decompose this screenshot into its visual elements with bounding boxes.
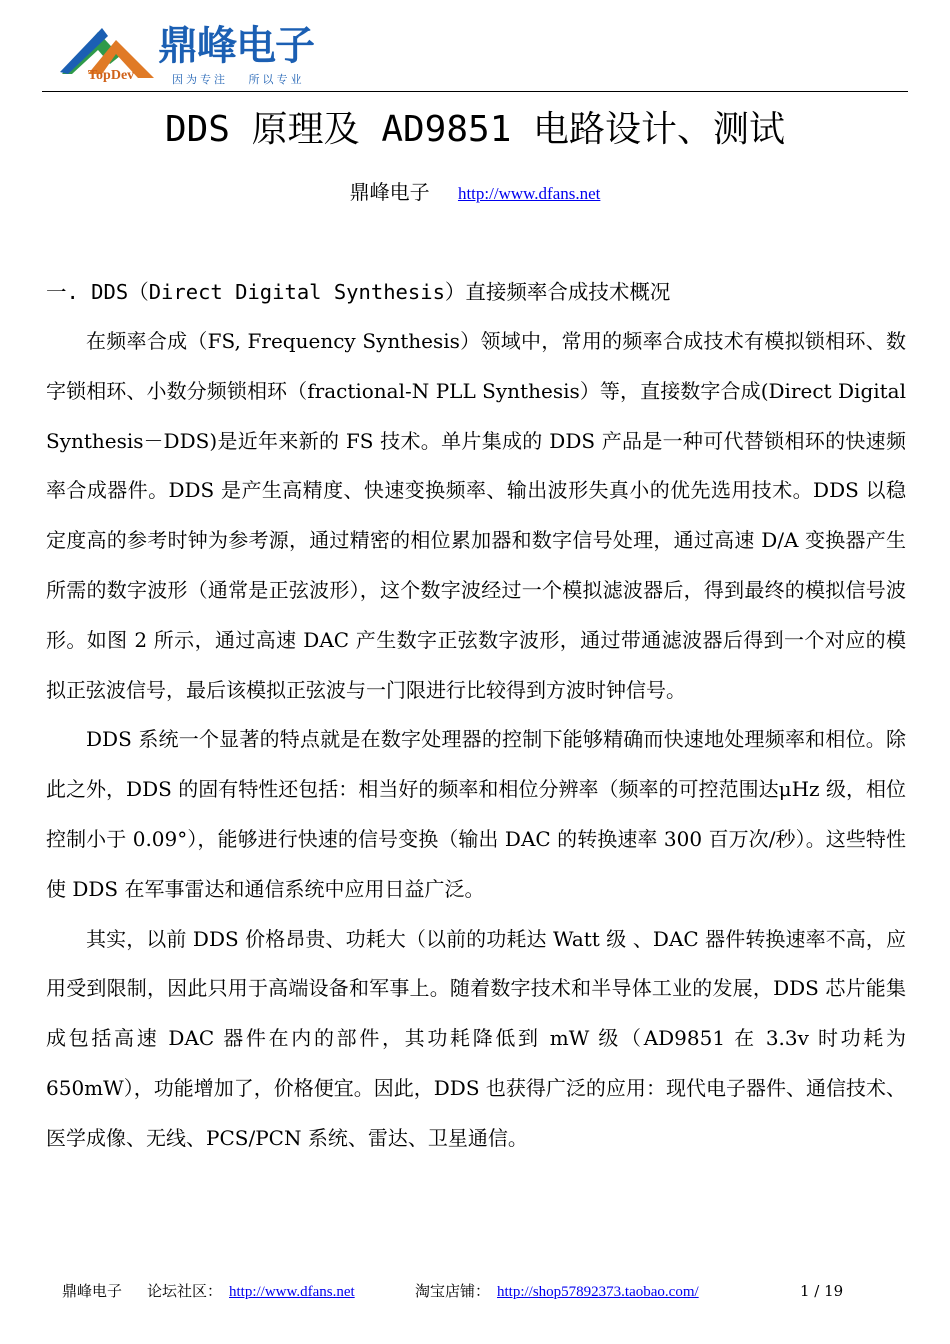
page-header	[46, 20, 908, 92]
footer-company: 鼎峰电子	[62, 1282, 123, 1300]
logo-slogan: 因为专注 所以专业	[172, 73, 305, 86]
section-heading: 一. DDS（Direct Digital Synthesis）直接频率合成技术概况	[46, 280, 671, 304]
author-website-link[interactable]: http://www.dfans.net	[457, 184, 601, 203]
footer-forum-link[interactable]: http://www.dfans.net	[229, 1284, 355, 1300]
footer-shop-label: 淘宝店铺：	[415, 1282, 491, 1300]
footer-forum-label: 论坛社区：	[147, 1282, 223, 1300]
page-number: 1 / 19	[800, 1282, 844, 1300]
logo-chinese-name: 鼎峰电子	[158, 23, 314, 69]
header-divider	[42, 91, 908, 92]
document-title: DDS 原理及 AD9851 电路设计、测试	[164, 109, 786, 150]
footer-shop-link[interactable]: http://shop57892373.taobao.com/	[497, 1284, 699, 1300]
paragraph-3: 其实，以前 DDS 价格昂贵、功耗大（以前的功耗达 Watt 级 、DAC 器件转换速率不高，应用受到限制，因此只用于高端设备和军事上。随着数字技术和半导体工业的发展，DDS 芯片能集成包括高速 DAC 器件在内的部件，其功耗降低到 mW 级（AD9851 在 3.3v 时功耗为 650mW），功能增加了，价格便宜。因此，DDS 也获得广泛的应用：现代电子器件、通信技术、医学成像、无线、PCS/PCN 系统、雷达、卫星通信。	[46, 926, 906, 1150]
body-text	[46, 317, 906, 1164]
byline	[0, 176, 950, 210]
logo-english-name: TopDev	[88, 68, 135, 83]
author-name: 鼎峰电子	[349, 180, 430, 204]
paragraph-2: DDS 系统一个显著的特点就是在数字处理器的控制下能够精确而快速地处理频率和相位。除此之外，DDS 的固有特性还包括：相当好的频率和相位分辨率（频率的可控范围达μHz 级，相位控制小于 0.09°），能够进行快速的信号变换（输出 DAC 的转换速率 300 百万次/秒）。这些特性使 DDS 在军事雷达和通信系统中应用日益广泛。	[46, 727, 906, 901]
paragraph-1: 在频率合成（FS, Frequency Synthesis）领域中，常用的频率合成技术有模拟锁相环、数字锁相环、小数分频锁相环（fractional-N PLL Synthesis）等，直接数字合成(Direct Digital Synthesis－DDS)是近年来新的 FS 技术。单片集成的 DDS 产品是一种可代替锁相环的快速频率合成器件。DDS 是产生高精度、快速变换频率、输出波形失真小的优先选用技术。DDS 以稳定度高的参考时钟为参考源，通过精密的相位累加器和数字信号处理，通过高速 D/A 变换器产生所需的数字波形（通常是正弦波形），这个数字波经过一个模拟滤波器后，得到最终的模拟信号波形。如图 2 所示，通过高速 DAC 产生数字正弦数字波形，通过带通滤波器后得到一个对应的模拟正弦波信号，最后该模拟正弦波与一门限进行比较得到方波时钟信号。	[46, 329, 906, 702]
